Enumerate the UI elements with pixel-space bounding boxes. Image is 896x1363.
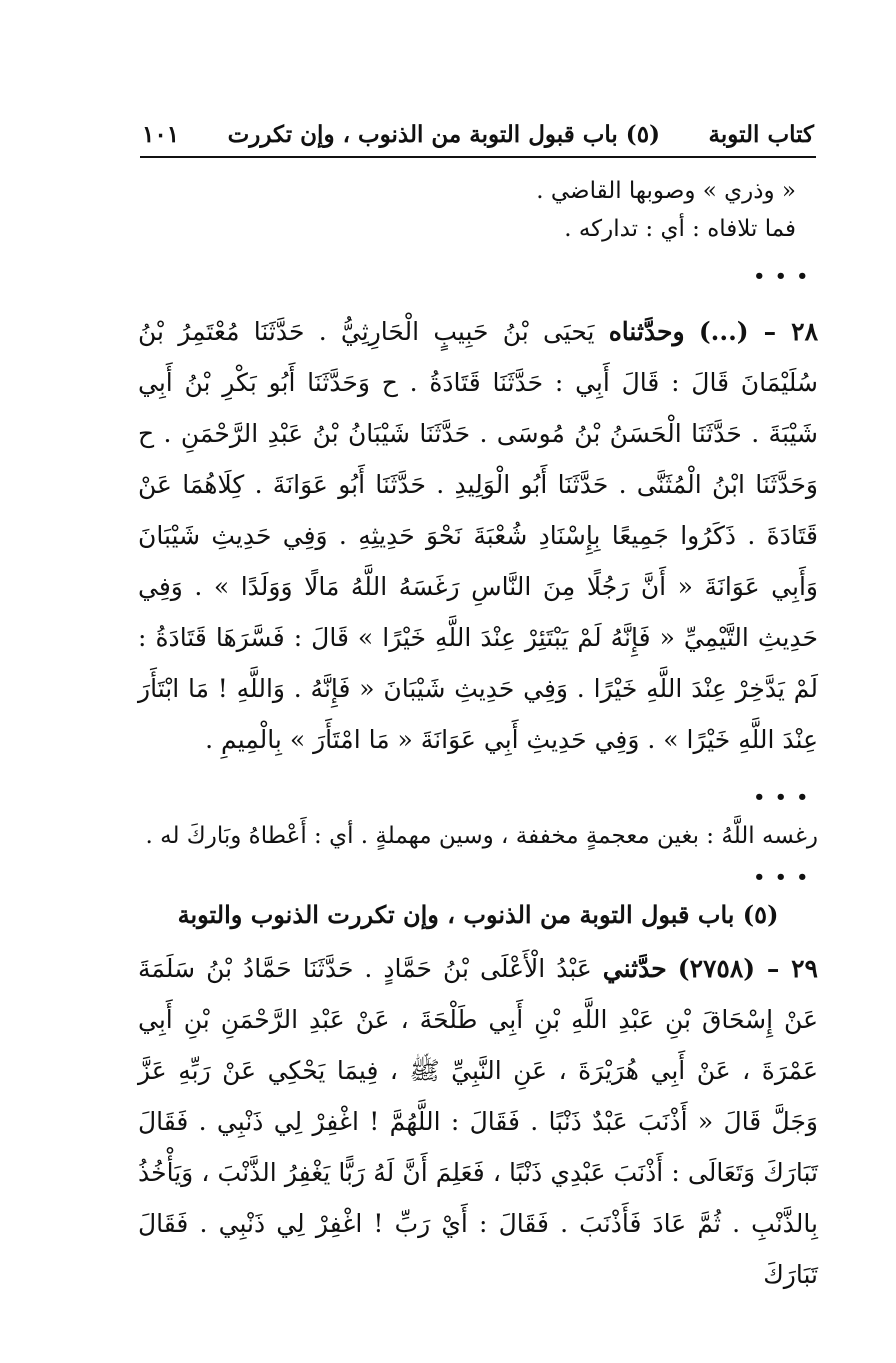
hadith-number: ٢٩ – (٢٧٥٨) <box>677 954 818 983</box>
hadith-number: ٢٨ – (...) <box>698 317 818 346</box>
hadith-29 <box>138 943 818 1300</box>
section-separator: ••• <box>753 867 818 888</box>
section-separator: ••• <box>753 787 818 808</box>
footnote-middle: رغسه اللَّهُ : بغين معجمةٍ مخففة ، وسين مهملةٍ . أي : أَعْطاهُ وبَاركَ له . <box>145 823 818 849</box>
header-book-title: كتاب التوبة <box>708 120 814 148</box>
hadith-lead-word: وحدَّثناه <box>608 317 685 346</box>
note-line: فما تلافاه : أي : تداركه . <box>564 216 796 242</box>
hadith-28 <box>138 306 818 765</box>
page-body <box>138 172 818 1300</box>
running-header <box>140 118 816 158</box>
page-number: ١٠١ <box>142 120 180 148</box>
note-line: « وذري » وصوبها القاضي . <box>536 178 796 204</box>
hadith-text: عَبْدُ الْأَعْلَى بْنُ حَمَّادٍ . حَدَّثَنَا حَمَّادُ بْنُ سَلَمَةَ عَنْ إِسْحَاقَ بْنِ عَبْدِ اللَّهِ بْنِ أَبِي طَلْحَةَ ، عَنْ عَبْدِ الرَّحْمَنِ بْنِ أَبِي عَمْرَةَ ، عَنْ أَبِي هُرَيْرَةَ ، عَنِ النَّبِيِّ ﷺ ، فِيمَا يَحْكِي عَنْ رَبِّهِ عَزَّ وَجَلَّ قَالَ « أَذْنَبَ عَبْدٌ ذَنْبًا . فَقَالَ : اللَّهُمَّ ! اغْفِرْ لِي ذَنْبِي . فَقَالَ تَبَارَكَ وَتَعَالَى : أَذْنَبَ عَبْدِي ذَنْبًا ، فَعَلِمَ أَنَّ لَهُ رَبًّا يَغْفِرُ الذَّنْبَ ، وَيَأْخُذُ بِالذَّنْبِ . ثُمَّ عَادَ فَأَذْنَبَ . فَقَالَ : أَيْ رَبِّ ! اغْفِرْ لِي ذَنْبِي . فَقَالَ تَبَارَكَ <box>138 954 818 1289</box>
footnote-top <box>138 172 818 248</box>
chapter-heading: (٥) باب قبول التوبة من الذنوب ، وإن تكررت الذنوب والتوبة <box>177 900 779 929</box>
header-chapter-title: (٥) باب قبول التوبة من الذنوب ، وإن تكررت <box>227 120 660 148</box>
section-separator: ••• <box>753 266 818 287</box>
hadith-lead-word: حدَّثني <box>602 954 667 983</box>
hadith-text: يَحيَى بْنُ حَبِيبٍ الْحَارِثِيُّ . حَدَّثَنَا مُعْتَمِرُ بْنُ سُلَيْمَانَ قَالَ : قَالَ أَبِي : حَدَّثَنَا قَتَادَةُ . ح وَحَدَّثَنَا أَبُو بَكْرِ بْنُ أَبِي شَيْبَةَ . حَدَّثَنَا الْحَسَنُ بْنُ مُوسَى . حَدَّثَنَا شَيْبَانُ بْنُ عَبْدِ الرَّحْمَنِ . ح وَحَدَّثَنَا ابْنُ الْمُثَنَّى . حَدَّثَنَا أَبُو الْوَلِيدِ . حَدَّثَنَا أَبُو عَوَانَةَ . كِلَاهُمَا عَنْ قَتَادَةَ . ذَكَرُوا جَمِيعًا بِإِسْنَادِ شُعْبَةَ نَحْوَ حَدِيثِهِ . وَفِي حَدِيثِ شَيْبَانَ وَأَبِي عَوَانَةَ « أَنَّ رَجُلًا مِنَ النَّاسِ رَغَسَهُ اللَّهُ مَالًا وَوَلَدًا » . وَفِي حَدِيثِ التَّيْمِيِّ « فَإِنَّهُ لَمْ يَبْتَئِرْ عِنْدَ اللَّهِ خَيْرًا » قَالَ : فَسَّرَهَا قَتَادَةُ : لَمْ يَدَّخِرْ عِنْدَ اللَّهِ خَيْرًا . وَفِي حَدِيثِ شَيْبَانَ « فَإِنَّهُ . وَاللَّهِ ! مَا ابْتَأَرَ عِنْدَ اللَّهِ خَيْرًا » . وَفِي حَدِيثِ أَبِي عَوَانَةَ « مَا امْتَأَرَ » بِالْمِيمِ . <box>138 317 818 754</box>
